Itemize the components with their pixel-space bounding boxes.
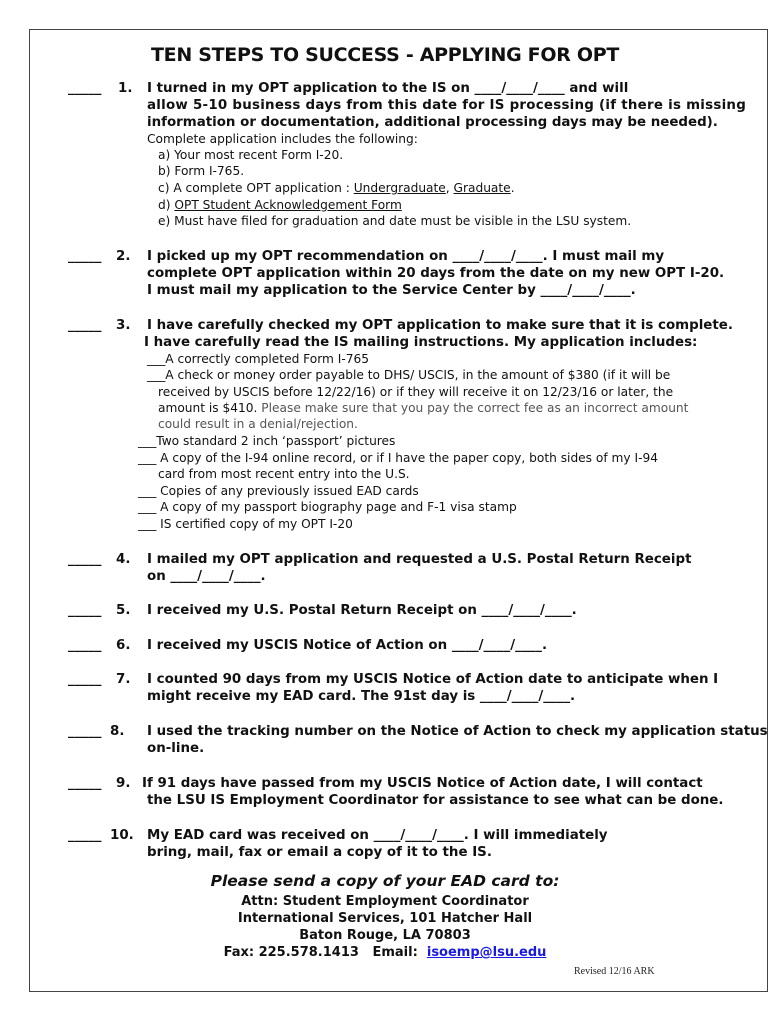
step-7-number: 7. xyxy=(116,672,131,687)
step-5-checkbox-line[interactable]: _____ xyxy=(68,603,102,618)
step-10-text: My EAD card was received on ____/____/____. I will immediately bring, mail, fax or email a copy of it to the IS. xyxy=(147,828,608,860)
step-8-number: 8. xyxy=(110,724,125,739)
step-6-number: 6. xyxy=(116,638,131,653)
step-3-item-form-i765: ___A correctly completed Form I-765 xyxy=(147,352,370,366)
step-4-text: I mailed my OPT application and requested a U.S. Postal Return Receipt on ____/____/____. xyxy=(147,552,692,584)
step-4-checkbox-line[interactable]: _____ xyxy=(68,552,102,567)
step-10-checkbox-line[interactable]: _____ xyxy=(68,828,102,843)
step-3-item-payment-line-1: ___A check or money order payable to DHS/ USCIS, in the amount of $380 (if it will be xyxy=(147,368,671,382)
page-title: TEN STEPS TO SUCCESS - APPLYING FOR OPT xyxy=(151,44,619,66)
step-3-checkbox-line[interactable]: _____ xyxy=(68,318,102,333)
step-3-item-i94-line-2: card from most recent entry into the U.S. xyxy=(158,467,410,481)
step-1-item-c: c) A complete OPT application : Undergraduate, Graduate. xyxy=(158,181,515,195)
closing-city: Baton Rouge, LA 70803 xyxy=(299,928,471,943)
step-3-item-payment-line-2: received by USCIS before 12/22/16) or if they will receive it on 12/23/16 or later, the xyxy=(158,385,674,399)
step-1-item-d: d) OPT Student Acknowledgement Form xyxy=(158,198,402,212)
step-5-number: 5. xyxy=(116,603,131,618)
step-7-checkbox-line[interactable]: _____ xyxy=(68,672,102,687)
undergraduate-link[interactable]: Undergraduate xyxy=(353,181,446,195)
step-3-item-ead-copies: ___ Copies of any previously issued EAD cards xyxy=(138,484,419,498)
closing-attn: Attn: Student Employment Coordinator xyxy=(241,894,529,909)
step-8-checkbox-line[interactable]: _____ xyxy=(68,724,102,739)
step-3-item-opt-i20: ___ IS certified copy of my OPT I-20 xyxy=(138,517,353,531)
step-9-number: 9. xyxy=(116,776,131,791)
step-3-item-payment-line-4: could result in a denial/rejection. xyxy=(158,417,358,431)
revision-note: Revised 12/16 ARK xyxy=(574,966,655,977)
step-8-text: I used the tracking number on the Notice of Action to check my application status on-line. xyxy=(147,724,768,756)
step-1-number: 1. xyxy=(118,81,133,96)
step-10-number: 10. xyxy=(110,828,134,843)
step-4-number: 4. xyxy=(116,552,131,567)
step-3-number: 3. xyxy=(116,318,131,333)
step-1-item-b: b) Form I-765. xyxy=(158,164,245,178)
step-1-text: I turned in my OPT application to the IS on ____/____/____ and will allow 5-10 business days from this date for IS processing (if there is missing information or documentation, additional processing days may be needed). xyxy=(147,81,747,130)
step-3-item-i94-line-1: ___ A copy of the I-94 online record, or if I have the paper copy, both sides of my I-94 xyxy=(138,451,658,465)
closing-office: International Services, 101 Hatcher Hall xyxy=(237,911,533,926)
step-1-intro: Complete application includes the following: xyxy=(147,132,418,146)
step-2-checkbox-line[interactable]: _____ xyxy=(68,249,102,264)
step-1-item-a: a) Your most recent Form I-20. xyxy=(158,148,344,162)
step-3-text: I have carefully checked my OPT application to make sure that it is complete. I have carefully read the IS mailing instructions. My application includes: xyxy=(144,318,733,350)
opt-acknowledgement-form-link[interactable]: OPT Student Acknowledgement Form xyxy=(174,198,402,212)
step-9-checkbox-line[interactable]: _____ xyxy=(68,776,102,791)
closing-heading: Please send a copy of your EAD card to: xyxy=(210,872,560,890)
step-1-item-e: e) Must have filed for graduation and date must be visible in the LSU system. xyxy=(158,214,632,228)
step-6-text: I received my USCIS Notice of Action on ____/____/____. xyxy=(147,638,548,653)
step-7-text: I counted 90 days from my USCIS Notice of Action date to anticipate when I might receive my EAD card. The 91st day is ____/____/____. xyxy=(147,672,719,704)
step-2-text: I picked up my OPT recommendation on ____/____/____. I must mail my complete OPT application within 20 days from the date on my new OPT I-20. I must mail my application to the Service Center by ____/____/____. xyxy=(147,249,725,298)
step-2-number: 2. xyxy=(116,249,131,264)
step-9-text: If 91 days have passed from my USCIS Notice of Action date, I will contact the LSU IS Employment Coordinator for assistance to see what can be done. xyxy=(142,776,724,808)
graduate-link[interactable]: Graduate xyxy=(453,181,511,195)
closing-block xyxy=(0,872,770,961)
email-link[interactable]: isoemp@lsu.edu xyxy=(426,945,547,960)
step-3-item-payment-line-3: amount is $410. Please make sure that you pay the correct fee as an incorrect amount xyxy=(158,401,689,415)
step-5-text: I received my U.S. Postal Return Receipt on ____/____/____. xyxy=(147,603,577,618)
step-3-item-passport-pictures: ___Two standard 2 inch ‘passport’ pictures xyxy=(138,434,396,448)
closing-contact: Fax: 225.578.1413 Email: isoemp@lsu.edu xyxy=(223,945,547,960)
step-6-checkbox-line[interactable]: _____ xyxy=(68,638,102,653)
step-1-checkbox-line[interactable]: _____ xyxy=(68,81,102,96)
step-3-item-passport-copy: ___ A copy of my passport biography page and F-1 visa stamp xyxy=(138,500,517,514)
